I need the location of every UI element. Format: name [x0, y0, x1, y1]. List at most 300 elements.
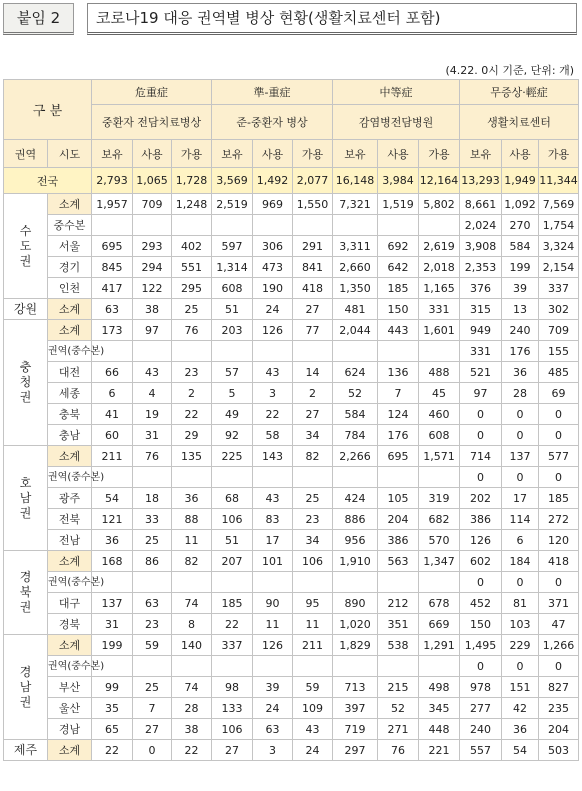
value-cell: 6 [502, 530, 539, 551]
region-name: 강원 [13, 302, 38, 316]
value-cell [212, 572, 253, 593]
value-cell: 22 [212, 614, 253, 635]
value-cell: 5 [212, 383, 253, 404]
sido-label: 소계 [48, 194, 92, 215]
value-cell: 168 [92, 551, 133, 572]
value-cell: 39 [253, 677, 293, 698]
value-cell: 0 [539, 467, 579, 488]
value-cell: 136 [378, 362, 419, 383]
value-cell: 225 [212, 446, 253, 467]
total-cell: 2,793 [92, 168, 133, 194]
value-cell: 137 [92, 593, 133, 614]
value-cell: 121 [92, 509, 133, 530]
category-header: 무증상·輕症 [460, 80, 579, 105]
sido-label: 권역(중수본) [48, 572, 92, 593]
value-cell: 1,910 [333, 551, 378, 572]
value-cell: 784 [333, 425, 378, 446]
value-cell [378, 572, 419, 593]
metric-header: 가용 [419, 140, 460, 168]
sido-label: 경북 [48, 614, 92, 635]
value-cell: 956 [333, 530, 378, 551]
value-cell: 106 [293, 551, 333, 572]
value-cell: 28 [172, 698, 212, 719]
sido-label: 울산 [48, 698, 92, 719]
value-cell: 3,908 [460, 236, 502, 257]
unit-note: (4.22. 0시 기준, 단위: 개) [445, 64, 574, 77]
sido-label: 소계 [48, 446, 92, 467]
value-cell: 185 [378, 278, 419, 299]
value-cell: 13 [502, 299, 539, 320]
value-cell: 185 [539, 488, 579, 509]
value-cell: 63 [253, 719, 293, 740]
sido-label: 권역(중수본) [48, 656, 92, 677]
metric-header: 사용 [502, 140, 539, 168]
value-cell: 1,165 [419, 278, 460, 299]
value-cell: 1,495 [460, 635, 502, 656]
value-cell: 417 [92, 278, 133, 299]
value-cell [212, 656, 253, 677]
value-cell: 97 [133, 320, 172, 341]
value-cell: 43 [133, 362, 172, 383]
value-cell: 19 [133, 404, 172, 425]
value-cell: 36 [502, 719, 539, 740]
value-cell: 103 [502, 614, 539, 635]
value-cell: 886 [333, 509, 378, 530]
total-cell: 3,569 [212, 168, 253, 194]
value-cell: 23 [293, 509, 333, 530]
value-cell: 66 [92, 362, 133, 383]
value-cell: 386 [460, 509, 502, 530]
total-cell: 3,984 [378, 168, 419, 194]
value-cell: 306 [253, 236, 293, 257]
value-cell [253, 341, 293, 362]
value-cell: 24 [253, 698, 293, 719]
sido-label: 소계 [48, 299, 92, 320]
region-label [4, 635, 48, 740]
value-cell: 642 [378, 257, 419, 278]
value-cell: 27 [293, 299, 333, 320]
value-cell [333, 341, 378, 362]
value-cell [293, 215, 333, 236]
value-cell: 211 [293, 635, 333, 656]
value-cell: 0 [502, 467, 539, 488]
value-cell: 27 [212, 740, 253, 761]
value-cell: 0 [539, 404, 579, 425]
gubun-header: 구 분 [4, 80, 92, 140]
value-cell: 302 [539, 299, 579, 320]
value-cell: 22 [172, 404, 212, 425]
sido-label: 소계 [48, 320, 92, 341]
value-cell: 212 [378, 593, 419, 614]
value-cell: 709 [539, 320, 579, 341]
sido-label: 권역(중수본) [48, 467, 92, 488]
value-cell: 54 [502, 740, 539, 761]
value-cell: 54 [92, 488, 133, 509]
value-cell: 36 [502, 362, 539, 383]
value-cell: 52 [378, 698, 419, 719]
bed-status-table [3, 79, 579, 761]
value-cell: 8 [172, 614, 212, 635]
value-cell: 88 [172, 509, 212, 530]
value-cell: 11 [293, 614, 333, 635]
value-cell: 452 [460, 593, 502, 614]
sido-label: 충남 [48, 425, 92, 446]
value-cell: 202 [460, 488, 502, 509]
value-cell: 0 [539, 656, 579, 677]
value-cell: 557 [460, 740, 502, 761]
value-cell: 841 [293, 257, 333, 278]
total-cell: 1,065 [133, 168, 172, 194]
value-cell: 43 [293, 719, 333, 740]
value-cell [212, 215, 253, 236]
value-cell [253, 656, 293, 677]
value-cell: 36 [92, 530, 133, 551]
value-cell: 204 [539, 719, 579, 740]
value-cell: 538 [378, 635, 419, 656]
value-cell: 133 [212, 698, 253, 719]
category-header: 準-重症 [212, 80, 333, 105]
value-cell: 126 [253, 320, 293, 341]
value-cell: 207 [212, 551, 253, 572]
value-cell [293, 467, 333, 488]
value-cell: 137 [502, 446, 539, 467]
value-cell: 60 [92, 425, 133, 446]
value-cell [172, 467, 212, 488]
value-cell: 2,154 [539, 257, 579, 278]
category-header: 中等症 [333, 80, 460, 105]
value-cell: 714 [460, 446, 502, 467]
value-cell [133, 341, 172, 362]
value-cell: 0 [460, 467, 502, 488]
value-cell: 0 [460, 404, 502, 425]
value-cell: 109 [293, 698, 333, 719]
category-header: 危重症 [92, 80, 212, 105]
value-cell: 203 [212, 320, 253, 341]
value-cell: 76 [378, 740, 419, 761]
value-cell: 448 [419, 719, 460, 740]
value-cell: 584 [502, 236, 539, 257]
sido-label: 소계 [48, 740, 92, 761]
value-cell: 0 [502, 572, 539, 593]
metric-header: 보유 [333, 140, 378, 168]
category-subheader: 감염병전담병원 [333, 105, 460, 140]
value-cell: 521 [460, 362, 502, 383]
value-cell: 51 [212, 299, 253, 320]
value-cell: 949 [460, 320, 502, 341]
value-cell [333, 215, 378, 236]
value-cell [172, 341, 212, 362]
region-name: 호남권 [19, 475, 32, 520]
value-cell: 42 [502, 698, 539, 719]
sido-label: 세종 [48, 383, 92, 404]
value-cell: 293 [133, 236, 172, 257]
value-cell [172, 656, 212, 677]
value-cell [333, 572, 378, 593]
value-cell: 608 [419, 425, 460, 446]
metric-header: 가용 [539, 140, 579, 168]
value-cell: 418 [539, 551, 579, 572]
total-cell: 13,293 [460, 168, 502, 194]
value-cell: 176 [502, 341, 539, 362]
sido-column-header: 시도 [48, 140, 92, 168]
value-cell: 460 [419, 404, 460, 425]
sido-label: 대전 [48, 362, 92, 383]
value-cell: 481 [333, 299, 378, 320]
value-cell: 23 [133, 614, 172, 635]
value-cell: 0 [539, 572, 579, 593]
sido-label: 대구 [48, 593, 92, 614]
value-cell: 69 [539, 383, 579, 404]
value-cell: 235 [539, 698, 579, 719]
value-cell: 106 [212, 719, 253, 740]
value-cell [253, 572, 293, 593]
value-cell [253, 467, 293, 488]
value-cell: 315 [460, 299, 502, 320]
value-cell: 65 [92, 719, 133, 740]
value-cell: 105 [378, 488, 419, 509]
value-cell: 43 [253, 488, 293, 509]
value-cell: 1,266 [539, 635, 579, 656]
value-cell: 397 [333, 698, 378, 719]
region-name: 경남권 [19, 664, 32, 709]
value-cell: 563 [378, 551, 419, 572]
page-title: 코로나19 대응 권역별 병상 현황(생활치료센터 포함) [87, 3, 577, 35]
value-cell: 150 [460, 614, 502, 635]
value-cell [293, 341, 333, 362]
value-cell: 424 [333, 488, 378, 509]
value-cell: 0 [502, 656, 539, 677]
value-cell: 43 [253, 362, 293, 383]
region-label [4, 446, 48, 551]
value-cell [419, 341, 460, 362]
value-cell: 77 [293, 320, 333, 341]
value-cell: 82 [293, 446, 333, 467]
value-cell [419, 467, 460, 488]
value-cell: 337 [539, 278, 579, 299]
value-cell: 1,550 [293, 194, 333, 215]
value-cell: 31 [92, 614, 133, 635]
metric-header: 가용 [293, 140, 333, 168]
sido-label: 충북 [48, 404, 92, 425]
region-name: 경북권 [19, 570, 32, 614]
sido-label: 전남 [48, 530, 92, 551]
value-cell: 25 [133, 530, 172, 551]
value-cell: 120 [539, 530, 579, 551]
value-cell: 570 [419, 530, 460, 551]
sido-label: 경기 [48, 257, 92, 278]
value-cell: 25 [293, 488, 333, 509]
value-cell: 2,018 [419, 257, 460, 278]
value-cell: 271 [378, 719, 419, 740]
value-cell: 18 [133, 488, 172, 509]
value-cell [293, 656, 333, 677]
total-label: 전국 [4, 168, 92, 194]
value-cell: 33 [133, 509, 172, 530]
value-cell: 229 [502, 635, 539, 656]
metric-header: 가용 [172, 140, 212, 168]
value-cell: 845 [92, 257, 133, 278]
value-cell: 58 [253, 425, 293, 446]
value-cell: 49 [212, 404, 253, 425]
value-cell: 2,619 [419, 236, 460, 257]
value-cell: 608 [212, 278, 253, 299]
value-cell: 8,661 [460, 194, 502, 215]
value-cell: 678 [419, 593, 460, 614]
total-cell: 1,728 [172, 168, 212, 194]
value-cell: 695 [92, 236, 133, 257]
value-cell: 36 [172, 488, 212, 509]
value-cell: 76 [133, 446, 172, 467]
value-cell: 63 [92, 299, 133, 320]
value-cell [133, 572, 172, 593]
value-cell [92, 215, 133, 236]
value-cell: 83 [253, 509, 293, 530]
category-subheader: 준-중환자 병상 [212, 105, 333, 140]
value-cell: 597 [212, 236, 253, 257]
value-cell [333, 467, 378, 488]
value-cell [212, 341, 253, 362]
value-cell: 29 [172, 425, 212, 446]
value-cell: 24 [293, 740, 333, 761]
sido-label: 인천 [48, 278, 92, 299]
value-cell: 240 [460, 719, 502, 740]
value-cell: 17 [502, 488, 539, 509]
value-cell: 331 [419, 299, 460, 320]
value-cell: 0 [133, 740, 172, 761]
value-cell: 402 [172, 236, 212, 257]
value-cell: 682 [419, 509, 460, 530]
value-cell: 7,569 [539, 194, 579, 215]
value-cell: 4 [133, 383, 172, 404]
attachment-tag: 붙임 2 [3, 3, 74, 35]
value-cell: 1,092 [502, 194, 539, 215]
value-cell: 695 [378, 446, 419, 467]
total-cell: 1,492 [253, 168, 293, 194]
value-cell: 295 [172, 278, 212, 299]
value-cell: 199 [502, 257, 539, 278]
region-name: 충청권 [19, 360, 32, 404]
region-label [4, 194, 48, 299]
value-cell: 41 [92, 404, 133, 425]
value-cell: 827 [539, 677, 579, 698]
sido-label: 권역(중수본) [48, 341, 92, 362]
value-cell: 126 [253, 635, 293, 656]
value-cell: 122 [133, 278, 172, 299]
value-cell: 669 [419, 614, 460, 635]
metric-header: 사용 [378, 140, 419, 168]
value-cell: 22 [253, 404, 293, 425]
value-cell: 1,347 [419, 551, 460, 572]
value-cell: 1,829 [333, 635, 378, 656]
value-cell: 35 [92, 698, 133, 719]
value-cell: 59 [133, 635, 172, 656]
value-cell: 86 [133, 551, 172, 572]
value-cell: 351 [378, 614, 419, 635]
value-cell: 135 [172, 446, 212, 467]
value-cell: 1,020 [333, 614, 378, 635]
value-cell: 74 [172, 593, 212, 614]
value-cell: 1,314 [212, 257, 253, 278]
value-cell: 204 [378, 509, 419, 530]
value-cell [133, 215, 172, 236]
value-cell: 0 [460, 425, 502, 446]
value-cell: 126 [460, 530, 502, 551]
value-cell: 81 [502, 593, 539, 614]
value-cell: 25 [133, 677, 172, 698]
value-cell: 140 [172, 635, 212, 656]
total-cell: 2,077 [293, 168, 333, 194]
value-cell: 418 [293, 278, 333, 299]
value-cell: 3,311 [333, 236, 378, 257]
value-cell: 76 [172, 320, 212, 341]
page-header [3, 3, 577, 37]
value-cell: 215 [378, 677, 419, 698]
value-cell: 39 [502, 278, 539, 299]
value-cell [378, 215, 419, 236]
value-cell: 0 [460, 656, 502, 677]
value-cell [133, 467, 172, 488]
value-cell: 92 [212, 425, 253, 446]
value-cell: 376 [460, 278, 502, 299]
value-cell: 151 [502, 677, 539, 698]
value-cell [419, 656, 460, 677]
value-cell: 1,519 [378, 194, 419, 215]
value-cell: 485 [539, 362, 579, 383]
total-cell: 1,949 [502, 168, 539, 194]
value-cell: 90 [253, 593, 293, 614]
category-subheader: 중환자 전담치료병상 [92, 105, 212, 140]
region-name: 제주 [13, 743, 38, 757]
value-cell: 211 [92, 446, 133, 467]
value-cell: 155 [539, 341, 579, 362]
value-cell [133, 656, 172, 677]
value-cell: 17 [253, 530, 293, 551]
value-cell: 2,353 [460, 257, 502, 278]
value-cell: 7 [133, 698, 172, 719]
value-cell [378, 341, 419, 362]
region-label [4, 320, 48, 446]
value-cell: 6 [92, 383, 133, 404]
value-cell: 82 [172, 551, 212, 572]
value-cell [378, 467, 419, 488]
value-cell: 1,350 [333, 278, 378, 299]
value-cell: 551 [172, 257, 212, 278]
value-cell: 291 [293, 236, 333, 257]
metric-header: 사용 [133, 140, 172, 168]
value-cell: 185 [212, 593, 253, 614]
metric-header: 보유 [460, 140, 502, 168]
value-cell: 692 [378, 236, 419, 257]
sido-label: 서울 [48, 236, 92, 257]
value-cell: 5,802 [419, 194, 460, 215]
value-cell: 99 [92, 677, 133, 698]
value-cell: 97 [460, 383, 502, 404]
value-cell: 3,324 [539, 236, 579, 257]
value-cell: 34 [293, 425, 333, 446]
value-cell: 22 [172, 740, 212, 761]
sido-label: 부산 [48, 677, 92, 698]
value-cell: 270 [502, 215, 539, 236]
value-cell: 14 [293, 362, 333, 383]
value-cell: 1,248 [172, 194, 212, 215]
value-cell [419, 215, 460, 236]
value-cell: 38 [133, 299, 172, 320]
value-cell: 143 [253, 446, 293, 467]
value-cell: 47 [539, 614, 579, 635]
sido-label: 중수본 [48, 215, 92, 236]
total-cell: 12,164 [419, 168, 460, 194]
value-cell: 488 [419, 362, 460, 383]
